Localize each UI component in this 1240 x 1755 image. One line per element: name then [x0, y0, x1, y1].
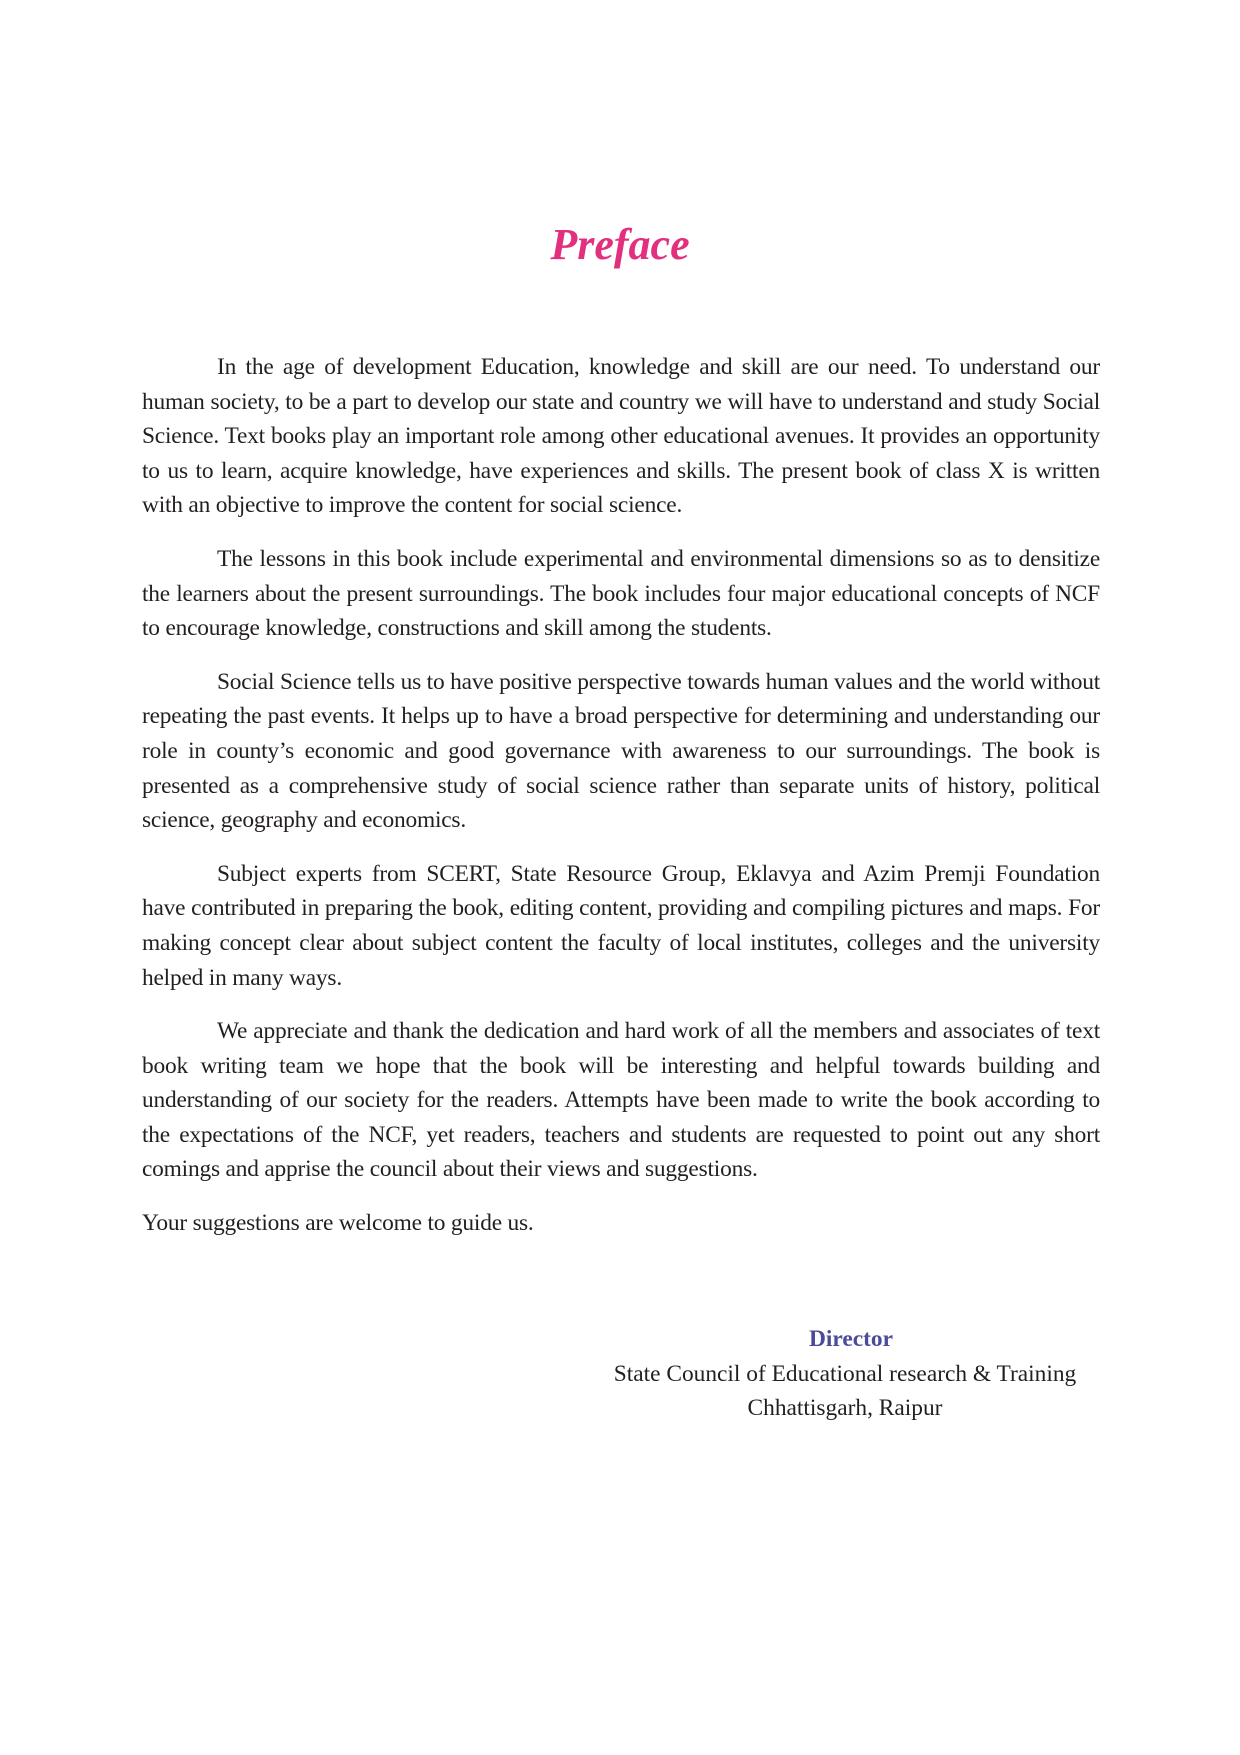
signature-organization: State Council of Educational research & Training — [613, 1360, 1077, 1387]
paragraph: Social Science tells us to have positive perspective towards human values and the world without repeating the past events. It helps up to have a broad perspective for determining and understanding our role in county’s economic and good governance with awareness to our surroundings. The book is presented as a comprehensive study of social science rather than separate units of history, political science, geography and economics. — [142, 668, 1100, 834]
signature-block — [560, 1322, 1130, 1426]
preface-body — [142, 350, 1100, 1260]
page-title: Preface — [550, 220, 690, 269]
closing-line: Your suggestions are welcome to guide us. — [142, 1210, 534, 1237]
paragraph: We appreciate and thank the dedication and hard work of all the members and associates of text book writing team we hope that the book will be interesting and helpful towards building and understanding of our society for the readers. Attempts have been made to write the book according to the expectations of the NCF, yet readers, teachers and students are requested to point out any short comings and apprise the council about their views and suggestions. — [142, 1018, 1100, 1183]
signature-title: Director — [809, 1326, 893, 1352]
paragraph: Subject experts from SCERT, State Resource Group, Eklavya and Azim Premji Foundation have contributed in preparing the book, editing content, providing and compiling pictures and maps. For making concept clear about subject content the faculty of local institutes, colleges and the university helped in many ways. — [142, 860, 1100, 991]
paragraph: In the age of development Education, knowledge and skill are our need. To understand our human society, to be a part to develop our state and country we will have to understand and study Social Science. Text books play an important role among other educational avenues. It provides an opportunity to us to learn, acquire knowledge, have experiences and skills. The present book of class X is written with an objective to improve the content for social science. — [142, 354, 1100, 519]
signature-location: Chhattisgarh, Raipur — [747, 1395, 943, 1422]
paragraph: The lessons in this book include experimental and environmental dimensions so as to densitize the learners about the present surroundings. The book includes four major educational concepts of NCF to encourage knowledge, constructions and skill among the students. — [142, 545, 1100, 642]
